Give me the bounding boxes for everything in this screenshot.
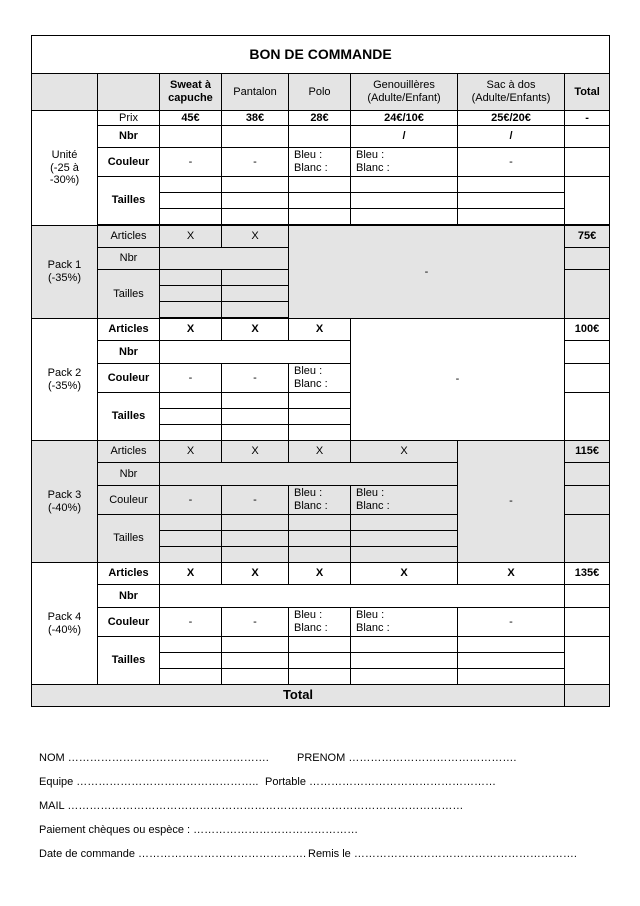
taille-field[interactable]: [458, 209, 565, 225]
pack4-nbr-field[interactable]: [160, 585, 565, 608]
header-empty: [98, 74, 160, 111]
taille-field[interactable]: [458, 637, 565, 653]
article-x: X: [222, 319, 289, 341]
taille-field[interactable]: [458, 193, 565, 209]
col-sweat: Sweat à capuche: [160, 74, 222, 111]
taille-field[interactable]: [160, 177, 222, 193]
taille-field[interactable]: [222, 515, 289, 531]
article-x: X: [160, 563, 222, 585]
articles-label: Articles: [98, 563, 160, 585]
article-x: X: [222, 441, 289, 463]
pack3-label: Pack 3 (-40%): [32, 441, 98, 563]
article-x: X: [351, 563, 458, 585]
col-total: Total: [565, 74, 610, 111]
couleur-polo-field[interactable]: Bleu : Blanc :: [289, 486, 351, 515]
couleur-label: Couleur: [98, 486, 160, 515]
tailles-label: Tailles: [98, 515, 160, 563]
taille-field[interactable]: [222, 393, 289, 409]
couleur-label: Couleur: [98, 148, 160, 177]
taille-field[interactable]: [351, 515, 458, 531]
taille-field[interactable]: [289, 669, 351, 685]
article-x: X: [160, 441, 222, 463]
taille-field[interactable]: [458, 177, 565, 193]
total-field[interactable]: [565, 637, 610, 685]
header-empty: [32, 74, 98, 111]
taille-field[interactable]: [351, 177, 458, 193]
taille-field[interactable]: [222, 637, 289, 653]
prix-label: Prix: [98, 111, 160, 126]
pack2-price: 100€: [565, 319, 610, 341]
taille-field[interactable]: [351, 531, 458, 547]
taille-field[interactable]: [160, 547, 222, 563]
taille-field[interactable]: [160, 425, 222, 441]
couleur-dash: -: [160, 608, 222, 637]
equipe-field[interactable]: Equipe …………………………………………..: [39, 776, 259, 788]
taille-field[interactable]: [289, 547, 351, 563]
pack3-price: 115€: [565, 441, 610, 463]
taille-field[interactable]: [160, 409, 222, 425]
total-field[interactable]: [565, 515, 610, 563]
total-field[interactable]: [565, 341, 610, 364]
taille-field[interactable]: [289, 637, 351, 653]
article-x: X: [289, 441, 351, 463]
couleur-dash: -: [458, 148, 565, 177]
date-commande-field[interactable]: Date de commande ……………………………………….: [39, 848, 307, 860]
price-total: -: [565, 111, 610, 126]
tailles-label: Tailles: [98, 637, 160, 685]
taille-field[interactable]: [160, 515, 222, 531]
couleur-polo-field[interactable]: Bleu : Blanc :: [289, 608, 351, 637]
pack1-na: -: [289, 226, 565, 319]
articles-label: Articles: [98, 441, 160, 463]
article-x: X: [222, 563, 289, 585]
taille-field[interactable]: [351, 193, 458, 209]
col-polo: Polo: [289, 74, 351, 111]
grand-total-label: Total: [32, 685, 565, 707]
unite-label: Unité (-25 à -30%): [32, 111, 98, 226]
taille-field[interactable]: [289, 177, 351, 193]
pack3-nbr-field[interactable]: [160, 463, 458, 486]
articles-label: Articles: [98, 319, 160, 341]
pack2-label: Pack 2 (-35%): [32, 319, 98, 441]
total-field[interactable]: [565, 177, 610, 225]
tailles-label: Tailles: [98, 393, 160, 441]
couleur-polo-field[interactable]: Bleu : Blanc :: [289, 364, 351, 393]
taille-field[interactable]: [160, 531, 222, 547]
price-genouilleres: 24€/10€: [351, 111, 458, 126]
couleur-label: Couleur: [98, 364, 160, 393]
couleur-dash: -: [160, 486, 222, 515]
couleur-dash: -: [222, 486, 289, 515]
nbr-pantalon-field[interactable]: [222, 126, 289, 148]
couleur-label: Couleur: [98, 608, 160, 637]
order-form-table: [31, 35, 610, 707]
taille-field[interactable]: [222, 653, 289, 669]
nbr-label: Nbr: [98, 463, 160, 486]
nbr-label: Nbr: [98, 341, 160, 364]
article-x: X: [289, 319, 351, 341]
taille-field[interactable]: [351, 547, 458, 563]
article-x: X: [351, 441, 458, 463]
pack2-na: -: [351, 319, 565, 441]
taille-field[interactable]: [289, 425, 351, 441]
taille-field[interactable]: [289, 209, 351, 225]
taille-field[interactable]: [222, 177, 289, 193]
pack4-price: 135€: [565, 563, 610, 585]
taille-field[interactable]: [160, 393, 222, 409]
couleur-dash: -: [222, 148, 289, 177]
total-field[interactable]: [565, 270, 610, 319]
taille-field[interactable]: [222, 409, 289, 425]
total-field[interactable]: [565, 148, 610, 177]
nbr-label: Nbr: [98, 585, 160, 608]
article-x: X: [222, 226, 289, 248]
article-x: X: [160, 319, 222, 341]
nbr-sweat-field[interactable]: [160, 126, 222, 148]
taille-field[interactable]: [222, 209, 289, 225]
total-field[interactable]: [565, 608, 610, 637]
nbr-label: Nbr: [98, 126, 160, 148]
portable-field[interactable]: Portable ……………………………………………: [265, 776, 497, 788]
article-x: X: [458, 563, 565, 585]
pack1-label: Pack 1 (-35%): [32, 226, 98, 319]
couleur-dash: -: [160, 148, 222, 177]
taille-field[interactable]: [458, 653, 565, 669]
pack2-nbr-field[interactable]: [160, 341, 351, 364]
taille-field[interactable]: [289, 393, 351, 409]
taille-field[interactable]: [222, 425, 289, 441]
nbr-label: Nbr: [98, 248, 160, 270]
couleur-dash: -: [160, 364, 222, 393]
total-field[interactable]: [565, 126, 610, 148]
couleur-genou-field[interactable]: Bleu : Blanc :: [351, 486, 458, 515]
couleur-genou-field[interactable]: Bleu : Blanc :: [351, 608, 458, 637]
taille-field[interactable]: [351, 637, 458, 653]
tailles-label: Tailles: [98, 177, 160, 225]
taille-field[interactable]: [160, 637, 222, 653]
pack1-price: 75€: [565, 226, 610, 248]
tailles-label: Tailles: [98, 270, 160, 319]
taille-field[interactable]: [160, 193, 222, 209]
article-x: X: [160, 226, 222, 248]
col-pantalon: Pantalon: [222, 74, 289, 111]
remis-le-field[interactable]: Remis le …………………………………………………….: [308, 848, 577, 860]
total-field[interactable]: [565, 585, 610, 608]
taille-field[interactable]: [351, 653, 458, 669]
nom-field[interactable]: NOM ……………………………………………….: [39, 752, 269, 764]
taille-field[interactable]: [289, 409, 351, 425]
price-polo: 28€: [289, 111, 351, 126]
couleur-genou-field[interactable]: Bleu : Blanc :: [351, 148, 458, 177]
taille-field[interactable]: [222, 669, 289, 685]
pack1-nbr-field[interactable]: [160, 248, 289, 270]
mail-field[interactable]: MAIL ………………………………………………………………………………………………: [39, 800, 464, 812]
taille-field[interactable]: [289, 515, 351, 531]
taille-field[interactable]: [289, 653, 351, 669]
taille-field[interactable]: [160, 270, 222, 286]
total-field[interactable]: [565, 248, 610, 270]
couleur-dash: -: [458, 608, 565, 637]
total-field[interactable]: [565, 486, 610, 515]
taille-field[interactable]: [222, 193, 289, 209]
taille-field[interactable]: [222, 531, 289, 547]
price-sweat: 45€: [160, 111, 222, 126]
taille-field[interactable]: [160, 669, 222, 685]
taille-field[interactable]: [289, 531, 351, 547]
grand-total-field[interactable]: [565, 685, 610, 707]
total-field[interactable]: [565, 463, 610, 486]
taille-field[interactable]: [160, 209, 222, 225]
form-title: BON DE COMMANDE: [32, 36, 610, 74]
pack4-label: Pack 4 (-40%): [32, 563, 98, 685]
total-field[interactable]: [565, 364, 610, 393]
taille-field[interactable]: [289, 193, 351, 209]
taille-field[interactable]: [222, 547, 289, 563]
couleur-polo-field[interactable]: Bleu : Blanc :: [289, 148, 351, 177]
total-field[interactable]: [565, 393, 610, 441]
price-sac: 25€/20€: [458, 111, 565, 126]
taille-field[interactable]: [160, 653, 222, 669]
paiement-field[interactable]: Paiement chèques ou espèce : ………………………………………: [39, 824, 359, 836]
articles-label: Articles: [98, 226, 160, 248]
taille-field[interactable]: [222, 270, 289, 286]
article-x: X: [289, 563, 351, 585]
taille-field[interactable]: [222, 286, 289, 302]
col-sac: Sac à dos (Adulte/Enfants): [458, 74, 565, 111]
couleur-dash: -: [222, 364, 289, 393]
couleur-dash: -: [222, 608, 289, 637]
taille-field[interactable]: [351, 669, 458, 685]
nbr-polo-field[interactable]: [289, 126, 351, 148]
taille-field[interactable]: [160, 302, 222, 318]
taille-field[interactable]: [160, 286, 222, 302]
taille-field[interactable]: [351, 209, 458, 225]
nbr-genou-slash[interactable]: /: [351, 126, 458, 148]
price-pantalon: 38€: [222, 111, 289, 126]
pack3-na: -: [458, 441, 565, 563]
prenom-field[interactable]: PRENOM ……………………………………….: [297, 752, 517, 764]
taille-field[interactable]: [222, 302, 289, 318]
nbr-sac-slash[interactable]: /: [458, 126, 565, 148]
col-genouilleres: Genouillères (Adulte/Enfant): [351, 74, 458, 111]
taille-field[interactable]: [458, 669, 565, 685]
